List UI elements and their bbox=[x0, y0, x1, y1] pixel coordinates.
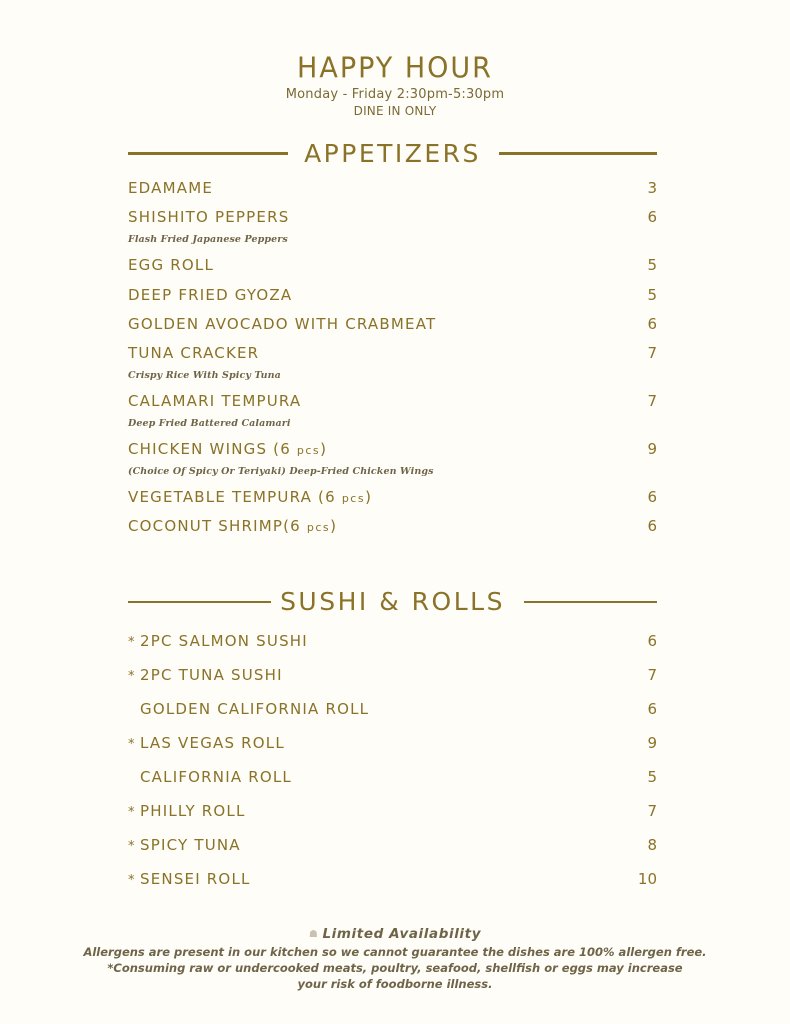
consumption-warning-line2: your risk of foodborne illness. bbox=[297, 977, 493, 991]
raw-warning-marker: * bbox=[128, 873, 136, 888]
raw-warning-marker: * bbox=[128, 669, 136, 684]
menu-item bbox=[128, 285, 657, 309]
menu-footer bbox=[0, 925, 790, 992]
item-paren: ) bbox=[365, 488, 373, 506]
section-title-sushi-rolls: SUSHI & ROLLS bbox=[280, 587, 505, 616]
item-price: 7 bbox=[647, 344, 657, 362]
menu-item bbox=[128, 733, 657, 757]
item-name: DEEP FRIED GYOZA bbox=[128, 286, 293, 304]
menu-item bbox=[128, 801, 657, 825]
raw-warning-marker: * bbox=[128, 805, 136, 820]
limited-availability-text: Limited Availability bbox=[322, 926, 482, 942]
item-price: 7 bbox=[647, 666, 657, 684]
item-name-text: 2PC SALMON SUSHI bbox=[140, 632, 308, 650]
menu-item bbox=[128, 207, 657, 231]
menu-item bbox=[128, 631, 657, 655]
consumption-warning-line1: *Consuming raw or undercooked meats, poultry, seafood, shellfish or eggs may increase bbox=[107, 961, 683, 975]
item-name bbox=[128, 699, 369, 719]
divider-right bbox=[499, 152, 657, 155]
menu-item bbox=[128, 516, 657, 540]
page-title: HAPPY HOUR bbox=[297, 52, 493, 85]
menu-item bbox=[128, 835, 657, 859]
happy-hour-times: Monday - Friday 2:30pm-5:30pm bbox=[285, 87, 505, 102]
menu-header bbox=[0, 52, 790, 120]
divider-right bbox=[524, 601, 657, 603]
menu-item bbox=[128, 767, 657, 791]
item-price: 6 bbox=[647, 315, 657, 333]
menu-item bbox=[128, 699, 657, 723]
limited-availability-note bbox=[0, 925, 790, 944]
item-price: 8 bbox=[647, 836, 657, 854]
item-name-text: VEGETABLE TEMPURA (6 bbox=[128, 488, 342, 506]
item-name-text: PHILLY ROLL bbox=[140, 802, 246, 820]
menu-item bbox=[128, 665, 657, 689]
item-pcs: pcs bbox=[306, 521, 331, 534]
item-name-text: 2PC TUNA SUSHI bbox=[140, 666, 283, 684]
item-name: TUNA CRACKER bbox=[128, 344, 260, 362]
item-description: (Choice Of Spicy Or Teriyaki) Deep-Fried Chicken Wings bbox=[128, 466, 434, 477]
item-price: 6 bbox=[647, 488, 657, 506]
sushi-rolls-heading bbox=[128, 587, 657, 617]
menu-item bbox=[128, 178, 657, 202]
item-price: 7 bbox=[647, 802, 657, 820]
item-name: CALAMARI TEMPURA bbox=[128, 392, 302, 410]
item-price: 10 bbox=[637, 870, 657, 888]
dine-in-note: DINE IN ONLY bbox=[353, 104, 437, 118]
item-description: Deep Fried Battered Calamari bbox=[128, 418, 291, 429]
item-name-text: CALIFORNIA ROLL bbox=[140, 768, 292, 786]
raw-warning-marker: * bbox=[128, 839, 136, 854]
item-name bbox=[128, 869, 251, 891]
menu-item bbox=[128, 439, 657, 463]
item-pcs: pcs bbox=[296, 444, 321, 457]
menu-item bbox=[128, 343, 657, 367]
item-price: 3 bbox=[647, 179, 657, 197]
item-name-text: GOLDEN CALIFORNIA ROLL bbox=[140, 700, 370, 718]
raw-warning-marker: * bbox=[128, 737, 136, 752]
item-name: SHISHITO PEPPERS bbox=[128, 208, 290, 226]
item-name bbox=[128, 835, 241, 857]
appetizers-heading bbox=[128, 139, 657, 169]
item-price: 9 bbox=[647, 734, 657, 752]
item-name bbox=[128, 767, 292, 787]
item-name bbox=[128, 801, 246, 823]
item-price: 9 bbox=[647, 440, 657, 458]
menu-item bbox=[128, 314, 657, 338]
limited-availability-icon: ☗ bbox=[308, 929, 319, 940]
menu-item bbox=[128, 255, 657, 279]
item-description: Crispy Rice With Spicy Tuna bbox=[128, 370, 281, 381]
menu-item bbox=[128, 487, 657, 511]
item-paren: ) bbox=[320, 440, 328, 458]
allergen-disclaimer: Allergens are present in our kitchen so we cannot guarantee the dishes are 100% allergen free. bbox=[83, 945, 707, 959]
item-name bbox=[128, 631, 308, 653]
item-name-text: SENSEI ROLL bbox=[140, 870, 251, 888]
item-price: 5 bbox=[647, 286, 657, 304]
section-title-appetizers: APPETIZERS bbox=[304, 139, 481, 168]
item-price: 7 bbox=[647, 392, 657, 410]
item-name-text: COCONUT SHRIMP(6 bbox=[128, 517, 307, 535]
menu-item bbox=[128, 869, 657, 893]
item-name bbox=[128, 516, 337, 538]
item-name-text: LAS VEGAS ROLL bbox=[140, 734, 285, 752]
item-name: EGG ROLL bbox=[128, 256, 215, 274]
item-paren: ) bbox=[330, 517, 338, 535]
item-name: GOLDEN AVOCADO WITH CRABMEAT bbox=[128, 315, 437, 333]
item-name bbox=[128, 487, 372, 509]
item-name-text: CHICKEN WINGS (6 bbox=[128, 440, 297, 458]
item-description: Flash Fried Japanese Peppers bbox=[128, 234, 288, 245]
item-name bbox=[128, 665, 283, 687]
item-pcs: pcs bbox=[341, 492, 366, 505]
item-price: 6 bbox=[647, 208, 657, 226]
item-price: 6 bbox=[647, 517, 657, 535]
item-price: 5 bbox=[647, 768, 657, 786]
item-name bbox=[128, 733, 285, 755]
item-price: 6 bbox=[647, 632, 657, 650]
menu-item bbox=[128, 391, 657, 415]
item-name-text: SPICY TUNA bbox=[140, 836, 241, 854]
raw-warning-marker: * bbox=[128, 635, 136, 650]
item-name: EDAMAME bbox=[128, 179, 214, 197]
item-price: 6 bbox=[647, 700, 657, 718]
item-name bbox=[128, 439, 327, 461]
item-price: 5 bbox=[647, 256, 657, 274]
